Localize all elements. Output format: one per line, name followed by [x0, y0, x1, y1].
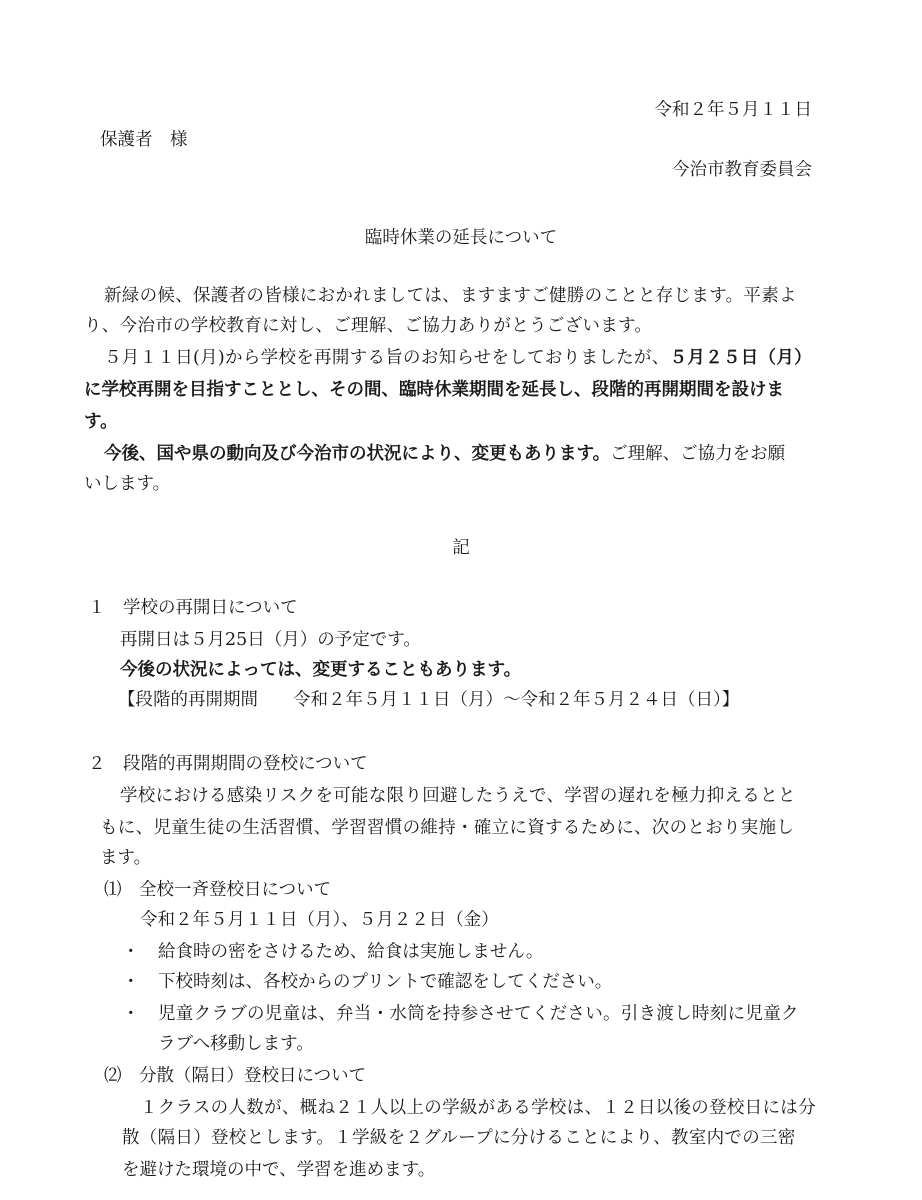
subsection-1-heading: ⑴ 全校一斉登校日について — [104, 880, 332, 900]
subsection-2-heading: ⑵ 分散（隔日）登校日について — [104, 1066, 367, 1086]
intro-text: ご理解、ご協力をお願 — [610, 444, 786, 464]
bullet-mark: ・ — [122, 1004, 140, 1024]
bullet-item: 児童クラブの児童は、弁当・水筒を持参させてください。引き渡し時刻に児童ク — [158, 1004, 799, 1024]
bullet-mark: ・ — [122, 942, 140, 962]
intro-bold-text: ５月２５日（月） — [669, 348, 812, 368]
section-2-heading: ２ 段階的再開期間の登校について — [88, 754, 368, 774]
assembly-dates: 令和２年５月１１日（月）、５月２２日（金） — [140, 910, 499, 930]
intro-bold-line: す。 — [84, 412, 118, 432]
reopening-period: 【段階的再開期間 令和２年５月１１日（月）～令和２年５月２４日（日）】 — [118, 690, 740, 710]
bullet-item-continued: ラブへ移動します。 — [158, 1034, 314, 1054]
document-title: 臨時休業の延長について — [364, 228, 558, 248]
bullet-item: 下校時刻は、各校からのプリントで確認をしてください。 — [158, 972, 613, 992]
intro-line — [104, 442, 785, 466]
section-2-line: もに、児童生徒の生活習慣、学習習慣の維持・確立に資するために、次のとおり実施し — [100, 818, 795, 838]
sender: 今治市教育委員会 — [672, 160, 812, 180]
section-1-line: 再開日は５月25日（月）の予定です。 — [120, 630, 421, 650]
intro-line: り、今治市の学校教育に対し、ご理解、ご協力ありがとうございます。 — [84, 316, 653, 336]
recipient: 保護者 様 — [100, 130, 188, 150]
ki-marker: 記 — [452, 538, 470, 558]
section-1-heading: １ 学校の再開日について — [88, 598, 298, 618]
intro-bold-text: 今後、国や県の動向及び今治市の状況により、変更もあります。 — [104, 444, 611, 464]
bullet-item: 給食時の密をさけるため、給食は実施しません。 — [158, 942, 544, 962]
intro-bold-line: に学校再開を目指すこととし、その間、臨時休業期間を延長し、段階的再開期間を設けま — [84, 380, 784, 400]
subsection-2-line: 散（隔日）登校とします。１学級を２グループに分けることにより、教室内での三密 — [122, 1128, 796, 1148]
section-1-bold-line: 今後の状況によっては、変更することもあります。 — [120, 660, 522, 680]
subsection-2-line: １クラスの人数が、概ね２１人以上の学級がある学校は、１２日以後の登校日には分 — [140, 1098, 816, 1118]
intro-line: 新緑の候、保護者の皆様におかれましては、ますますご健勝のことと存じます。平素よ — [104, 286, 797, 306]
intro-line — [104, 346, 812, 370]
document-date: 令和２年５月１１日 — [654, 100, 812, 120]
section-2-line: 学校における感染リスクを可能な限り回避したうえで、学習の遅れを極力抑えるとと — [120, 786, 796, 806]
intro-line: いします。 — [84, 474, 171, 494]
bullet-mark: ・ — [122, 972, 140, 992]
intro-text: ５月１１日(月)から学校を再開する旨のお知らせをしておりましたが、 — [104, 348, 670, 368]
subsection-2-line: を避けた環境の中で、学習を進めます。 — [122, 1160, 436, 1180]
section-2-line: ます。 — [100, 848, 152, 868]
